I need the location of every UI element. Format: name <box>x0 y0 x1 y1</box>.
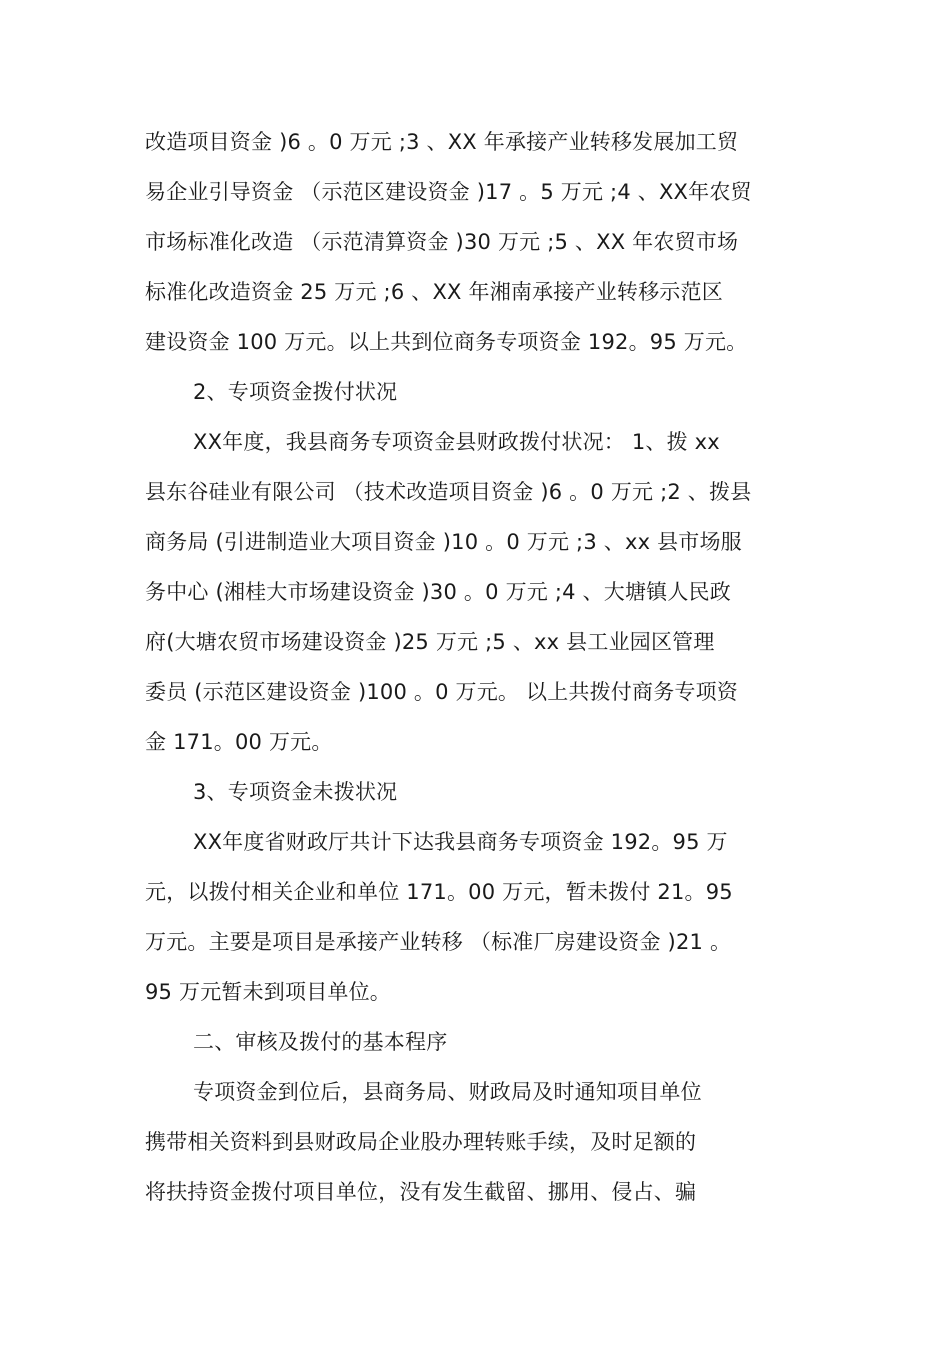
text-line-7: XX年度，我县商务专项资金县财政拨付状况： 1、拨 xx <box>193 430 720 454</box>
text-line-8: 县东谷硅业有限公司 （技术改造项目资金 )6 。0 万元 ;2 、拨县 <box>145 480 752 504</box>
section-heading-2: 2、专项资金拨付状况 <box>193 380 398 404</box>
section-heading-two: 二、审核及拨付的基本程序 <box>193 1030 448 1054</box>
text-line-20: 专项资金到位后，县商务局、财政局及时通知项目单位 <box>193 1080 702 1104</box>
text-line-3: 市场标准化改造 （示范清算资金 )30 万元 ;5 、XX 年农贸市场 <box>145 230 739 254</box>
text-line-5: 建设资金 100 万元。以上共到位商务专项资金 192。95 万元。 <box>145 330 748 354</box>
text-line-22: 将扶持资金拨付项目单位，没有发生截留、挪用、侵占、骗 <box>145 1180 697 1204</box>
text-line-9: 商务局 (引进制造业大项目资金 )10 。0 万元 ;3 、xx 县市场服 <box>145 530 742 554</box>
text-line-21: 携带相关资料到县财政局企业股办理转账手续，及时足额的 <box>145 1130 697 1154</box>
text-line-16: 元，以拨付相关企业和单位 171。00 万元，暂未拨付 21。95 <box>145 880 733 904</box>
text-line-4: 标准化改造资金 25 万元 ;6 、XX 年湘南承接产业转移示范区 <box>145 280 723 304</box>
text-line-2: 易企业引导资金 （示范区建设资金 )17 。5 万元 ;4 、XX年农贸 <box>145 180 752 204</box>
text-line-1: 改造项目资金 )6 。0 万元 ;3 、XX 年承接产业转移发展加工贸 <box>145 130 739 154</box>
text-line-15: XX年度省财政厅共计下达我县商务专项资金 192。95 万 <box>193 830 728 854</box>
text-line-18: 95 万元暂未到项目单位。 <box>145 980 391 1004</box>
section-heading-3: 3、专项资金未拨状况 <box>193 780 398 804</box>
text-line-12: 委员 (示范区建设资金 )100 。0 万元。 以上共拨付商务专项资 <box>145 680 739 704</box>
text-line-11: 府(大塘农贸市场建设资金 )25 万元 ;5 、xx 县工业园区管理 <box>145 630 715 654</box>
text-line-17: 万元。主要是项目是承接产业转移 （标准厂房建设资金 )21 。 <box>145 930 732 954</box>
text-line-13: 金 171。00 万元。 <box>145 730 333 754</box>
text-line-10: 务中心 (湘桂大市场建设资金 )30 。0 万元 ;4 、大塘镇人民政 <box>145 580 731 604</box>
